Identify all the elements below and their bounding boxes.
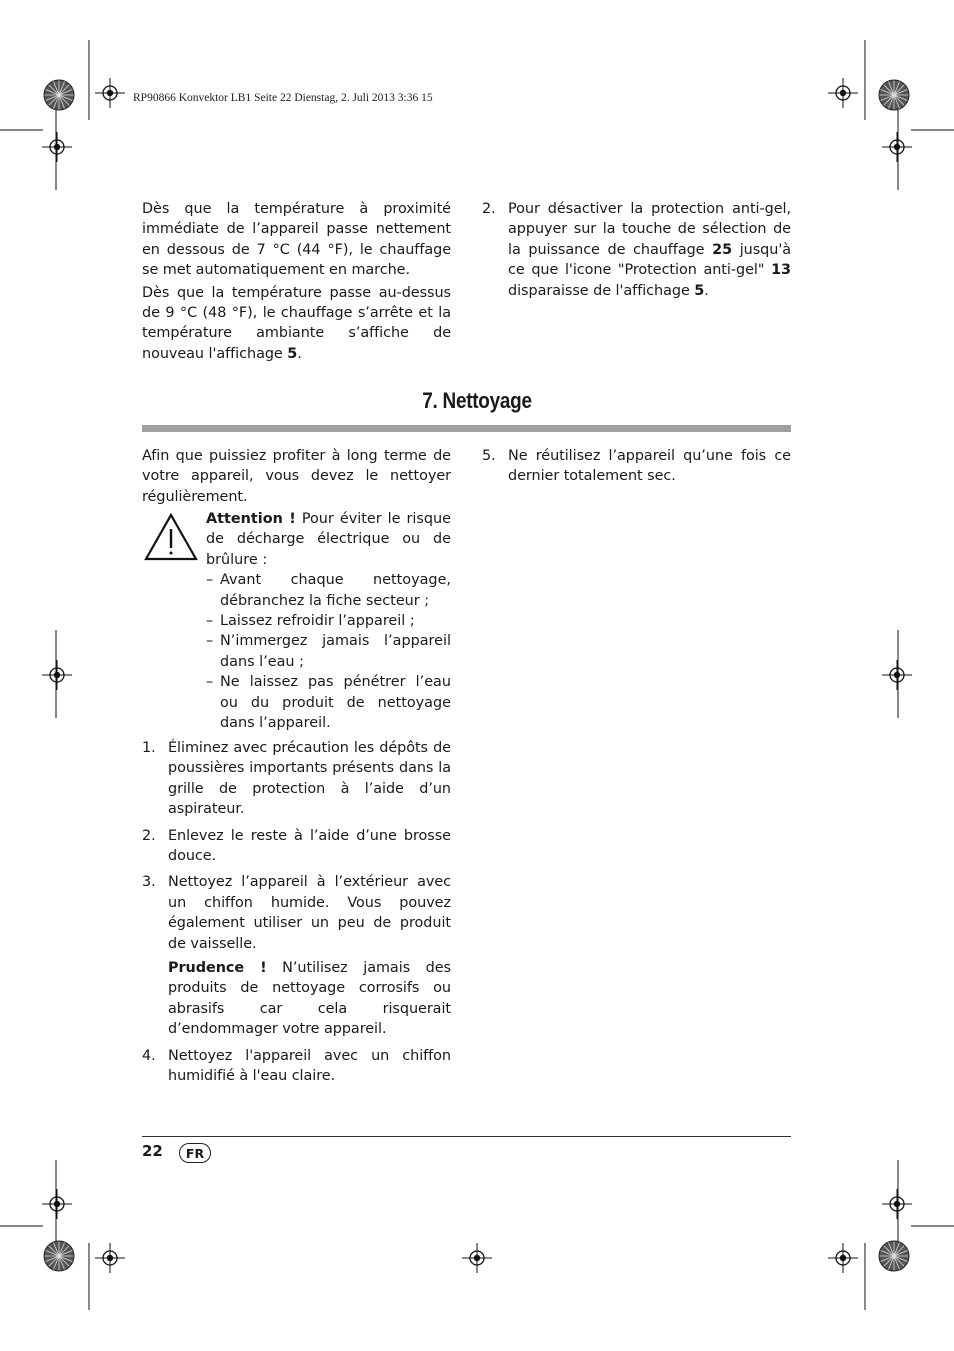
page-number: 22 bbox=[142, 1142, 163, 1160]
cleaning-steps bbox=[142, 738, 451, 1093]
footer-rule bbox=[142, 1136, 791, 1137]
section-title: 7. Nettoyage bbox=[422, 388, 532, 413]
section-title-bar bbox=[142, 425, 791, 432]
list-item: 2. Pour désactiver la protection anti-gel, appuyer sur la touche de sélection de la puissance de chauffage 25 jusqu'à ce que l'icone "Protection anti-gel" 13 disparaisse de l'affichage 5. bbox=[482, 201, 791, 299]
list-item: 1. Éliminez avec précaution les dépôts de poussières importants présents dans la grille de protection à l’aide d’un aspirateur. bbox=[142, 740, 451, 818]
caution-note: Prudence ! N’utilisez jamais des produits de nettoyage corrosifs ou abrasifs car cela risquerait d’endommager votre appareil. bbox=[168, 960, 451, 1038]
top-right-column bbox=[482, 199, 791, 307]
warning-triangle-icon bbox=[143, 512, 199, 562]
list-item: – Ne laissez pas pénétrer l’eau ou du produit de nettoyage dans l’appareil. bbox=[206, 674, 451, 732]
list-item: 2. Enlevez le reste à l’aide d’une brosse douce. bbox=[142, 827, 451, 865]
frost-on-paragraph: Dès que la température à proximité immédiate de l’appareil passe nettement en dessous de 7 °C (44 °F), le chauffage se met automatiquement en marche. bbox=[142, 201, 451, 279]
print-meta-header: RP90866 Konvektor LB1 Seite 22 Dienstag, 2. Juli 2013 3:36 15 bbox=[133, 92, 433, 104]
frost-off-paragraph: Dès que la température passe au-dessus de 9 °C (48 °F), le chauffage s’arrête et la température ambiante s’affiche de nouveau l'affichage 5. bbox=[142, 284, 451, 362]
cleaning-right-column bbox=[482, 446, 791, 493]
list-item: 5. Ne réutilisez l’appareil qu’une fois ce dernier totalement sec. bbox=[482, 448, 791, 485]
cleaning-intro: Afin que puissiez profiter à long terme de votre appareil, vous devez le nettoyer régulièrement. bbox=[142, 448, 451, 505]
list-item: 4. Nettoyez l'appareil avec un chiffon humidifié à l'eau claire. bbox=[142, 1047, 451, 1085]
top-left-column bbox=[142, 199, 451, 366]
list-item: – Avant chaque nettoyage, débranchez la fiche secteur ; bbox=[206, 572, 451, 609]
warning-intro: Attention ! Pour éviter le risque de décharge électrique ou de brûlure : bbox=[206, 511, 451, 568]
list-item: – Laissez refroidir l’appareil ; bbox=[206, 613, 415, 630]
warning-block bbox=[206, 509, 451, 733]
list-item: 3. Nettoyez l’appareil à l’extérieur avec un chiffon humide. Vous pouvez également utiliser un peu de produit de vaisselle. bbox=[142, 874, 451, 952]
list-item: – N’immergez jamais l’appareil dans l’eau ; bbox=[206, 633, 451, 670]
language-badge: FR bbox=[179, 1143, 211, 1163]
